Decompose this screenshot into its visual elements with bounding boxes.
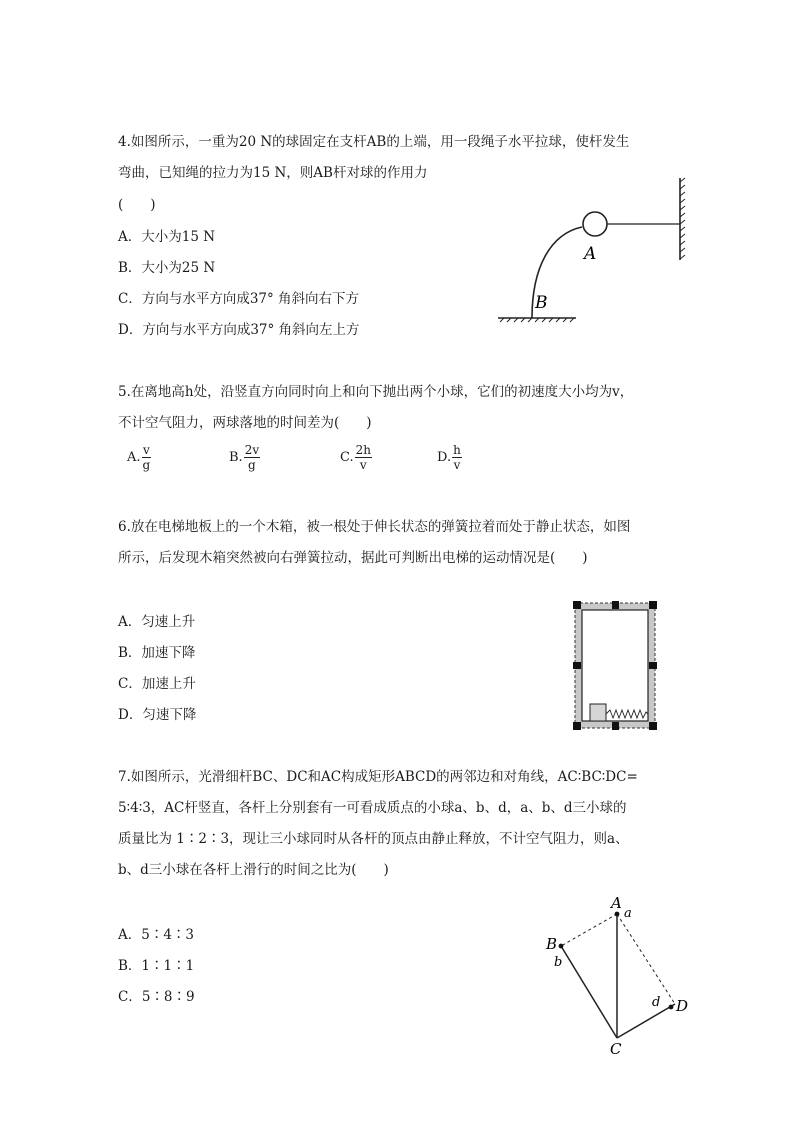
q5-option-c-num: 2h (355, 443, 371, 457)
q7-label-A: A (611, 894, 622, 912)
q7-stem-line3: 质量比为 1∶2∶3，现让三小球同时从各杆的顶点由静止释放，不计空气阻力，则a、 (118, 831, 629, 847)
q5-option-b-label: B. (229, 450, 243, 465)
q4-option-b: B．大小为25 N (118, 260, 216, 276)
q6-wooden-box (590, 704, 606, 721)
q7-edge-ad (617, 914, 675, 1004)
q7-label-C: C (610, 1040, 622, 1058)
q5-option-d-label: D. (437, 450, 452, 465)
q7-label-D: D (676, 997, 689, 1015)
q6-option-b: B．加速下降 (118, 645, 196, 661)
q4-stem-line1: 4.如图所示，一重为20 N的球固定在支杆AB的上端，用一段绳子水平拉球，使杆发生 (118, 134, 630, 150)
q6-figure-elevator (572, 600, 658, 732)
q5-option-a-num: v (142, 443, 150, 457)
q7-label-d: d (652, 995, 661, 1010)
q4-option-d: D．方向与水平方向成37° 角斜向左上方 (118, 322, 360, 338)
q6-stem-line1: 6.放在电梯地板上的一个木箱，被一根处于伸长状态的弹簧拉着而处于静止状态，如图 (118, 519, 631, 535)
q5-option-b (229, 443, 260, 472)
q5-option-a (127, 443, 151, 472)
q7-label-b: b (554, 955, 563, 970)
q5-option-c-label: C. (340, 450, 354, 465)
q5-option-d-den: v (453, 458, 461, 472)
q7-figure-rectangle-abcd (533, 880, 703, 1070)
q7-option-a: A．5∶4∶3 (118, 927, 195, 943)
q5-stem-line1: 5.在离地高h处，沿竖直方向同时向上和向下抛出两个小球，它们的初速度大小均为v， (118, 384, 634, 400)
q4-answer-bracket: ( ) (118, 197, 156, 213)
q5-option-b-den: g (248, 458, 256, 472)
q4-label-a: A (584, 244, 597, 264)
q7-rod-dc (617, 1004, 675, 1038)
q7-ball-b (559, 944, 564, 949)
q7-stem-line1: 7.如图所示，光滑细杆BC、DC和AC构成矩形ABCD的两邻边和对角线，AC∶BC∶DC= (118, 769, 638, 785)
q7-ball-d (669, 1005, 674, 1010)
q4-option-a: A．大小为15 N (118, 229, 216, 245)
q6-option-d: D．匀速下降 (118, 707, 197, 723)
q7-stem-line2: 5∶4∶3，AC杆竖直，各杆上分别套有一可看成质点的小球a、b、d，a、b、d三小球的 (118, 800, 627, 816)
q7-edge-ab (561, 914, 617, 946)
q6-stem-line2: 所示，后发现木箱突然被向右弹簧拉动，据此可判断出电梯的运动情况是( ) (118, 550, 588, 566)
q5-option-c-den: v (359, 458, 367, 472)
q5-option-c (340, 443, 372, 472)
q4-figure-rod-ball (480, 168, 705, 340)
q7-option-b: B．1∶1∶1 (118, 958, 195, 974)
q7-label-a: a (624, 906, 632, 921)
q4-ball (583, 212, 607, 236)
q4-option-c: C．方向与水平方向成37° 角斜向右下方 (118, 291, 360, 307)
q5-option-d (437, 443, 462, 472)
q7-rod-bc (561, 946, 617, 1038)
q5-option-b-num: 2v (244, 443, 260, 457)
q4-label-b: B (535, 293, 548, 313)
q7-stem-line4: b、d三小球在各杆上滑行的时间之比为( ) (118, 862, 389, 878)
q7-ball-a (615, 912, 620, 917)
q4-stem-line2: 弯曲，已知绳的拉力为15 N，则AB杆对球的作用力 (118, 165, 428, 181)
q6-option-c: C．加速上升 (118, 676, 196, 692)
q5-option-a-label: A. (127, 450, 141, 465)
q7-option-c: C．5∶8∶9 (118, 989, 195, 1005)
q5-option-d-num: h (453, 443, 461, 457)
q5-option-a-den: g (142, 458, 151, 472)
q6-option-a: A．匀速上升 (118, 614, 196, 630)
q5-stem-line2: 不计空气阻力，两球落地的时间差为( ) (118, 415, 372, 431)
q7-label-B: B (546, 935, 558, 953)
